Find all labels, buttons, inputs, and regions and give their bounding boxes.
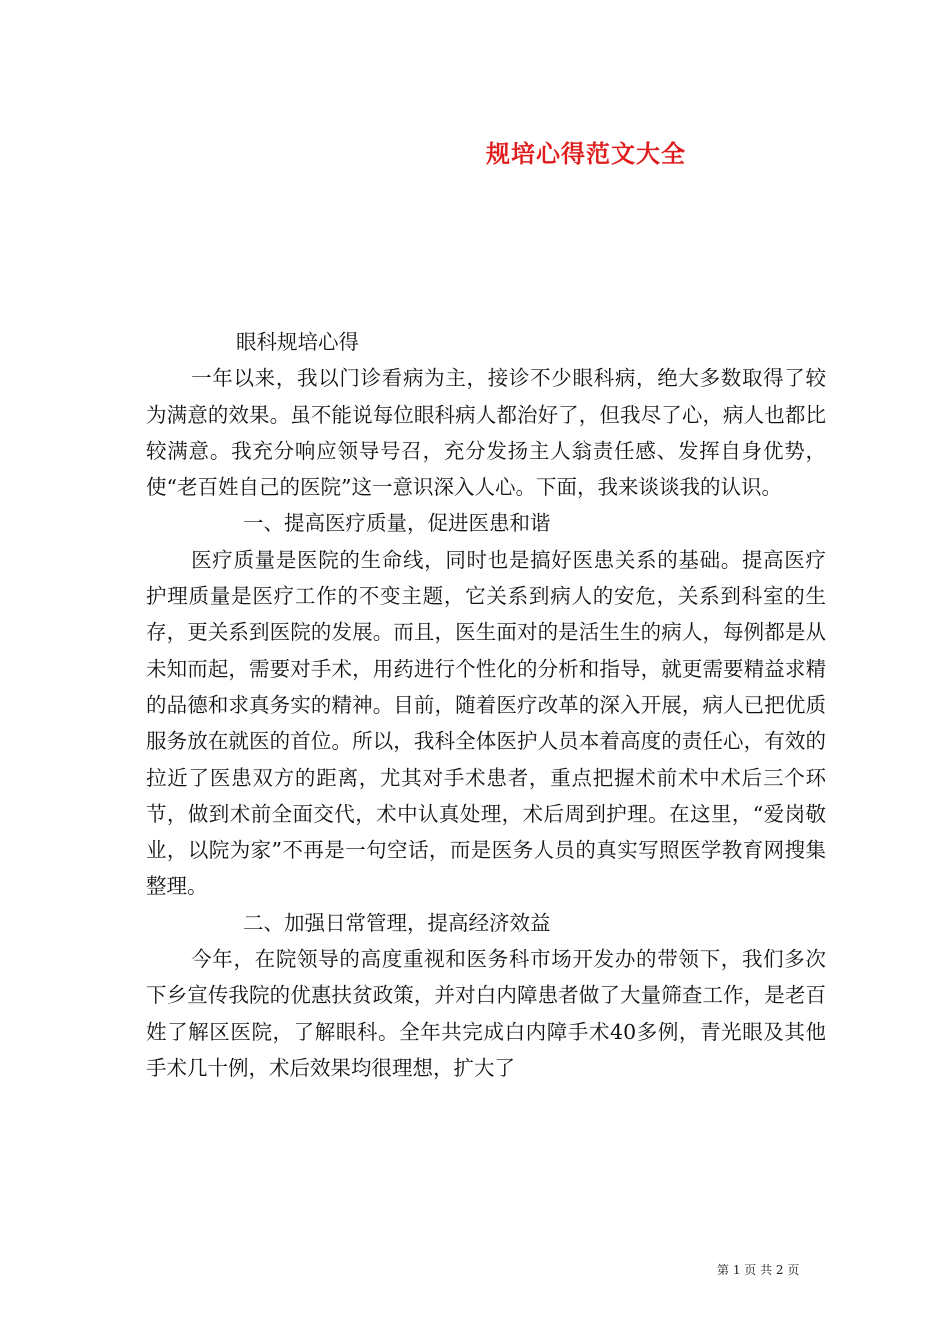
paragraph-management: 今年，在院领导的高度重视和医务科市场开发办的带领下，我们多次下乡宣传我院的优惠扶贫政策，并对白内障患者做了大量筛查工作，是老百姓了解区医院，了解眼科。全年共完成白内障手术40多例，青光眼及其他手术几十例，术后效果均很理想，扩大了 (146, 947, 826, 1080)
page-number-footer: 第 1 页 共 2 页 (717, 1263, 800, 1277)
section-heading-1: 一、提高医疗质量，促进医患和谐 (243, 511, 551, 536)
paragraph-quality: 医疗质量是医院的生命线，同时也是搞好医患关系的基础。提高医疗护理质量是医疗工作的不变主题，它关系到病人的安危，关系到科室的生存，更关系到医院的发展。而且，医生面对的是活生生的病人，每例都是从未知而起，需要对手术，用药进行个性化的分析和指导，就更需要精益求精的品德和求真务实的精神。目前，随着医疗改革的深入开展，病人已把优质服务放在就医的首位。所以，我科全体医护人员本着高度的责任心，有效的拉近了医患双方的距离，尤其对手术患者，重点把握术前术中术后三个环节，做到术前全面交代，术中认真处理，术后周到护理。在这里，“爱岗敬业，以院为家”不再是一句空话，而是医务人员的真实写照医学教育网搜集整理。 (146, 547, 826, 899)
paragraph-intro: 一年以来，我以门诊看病为主，接诊不少眼科病，绝大多数取得了较为满意的效果。虽不能说每位眼科病人都治好了，但我尽了心，病人也都比较满意。我充分响应领导号召，充分发扬主人翁责任感、发挥自身优势，使“老百姓自己的医院”这一意识深入人心。下面，我来谈谈我的认识。 (146, 366, 826, 500)
section-heading-2: 二、加强日常管理，提高经济效益 (243, 910, 551, 935)
document-title: 规培心得范文大全 (486, 139, 686, 168)
document-body (146, 324, 826, 1086)
document-subtitle: 眼科规培心得 (236, 330, 359, 354)
